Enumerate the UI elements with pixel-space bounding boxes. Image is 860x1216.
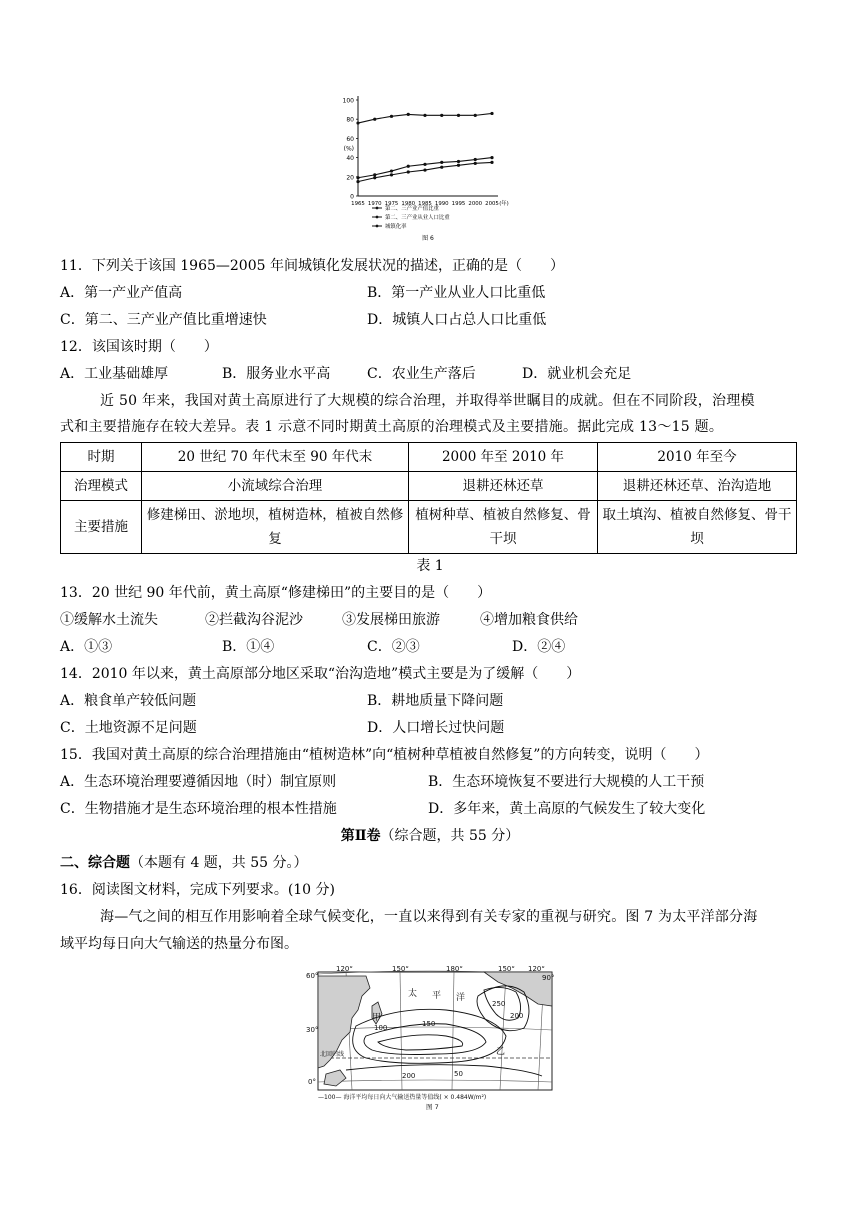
q11-option-c: C．第二、三产业产值比重增速快: [60, 312, 267, 328]
chart-legend: [372, 204, 450, 242]
table-cell: 退耕还林还草: [409, 472, 598, 501]
q13-option-d: D．②④: [512, 639, 566, 655]
map-label-jia: 甲: [372, 1013, 382, 1023]
contour-value: 250: [492, 1000, 506, 1008]
lon-label: 120°: [528, 966, 545, 973]
x-tick-label: 1990: [434, 201, 449, 207]
figure-6-chart: [338, 92, 518, 242]
data-point: [474, 114, 477, 117]
data-point: [440, 161, 443, 164]
data-point: [490, 156, 493, 159]
legend-label: 城镇化率: [385, 224, 407, 230]
table-1: [60, 442, 797, 554]
map-label-yang: 洋: [456, 993, 466, 1003]
question-16-stem: 16．阅读图文材料，完成下列要求。(10 分): [60, 882, 336, 898]
legend-marker: [376, 216, 379, 219]
data-point: [390, 169, 393, 172]
data-point: [407, 113, 410, 116]
intro-paragraph-line-1: 近 50 年来，我国对黄土高原进行了大规模的综合治理，并取得举世瞩目的成就。但在不同阶段，治理模: [100, 393, 755, 409]
q12-option-a: A．工业基础雄厚: [60, 366, 169, 382]
q13-option-b: B．①④: [222, 639, 275, 655]
section-2-heading-bold: 二、综合题: [60, 855, 130, 871]
q11-option-d: D．城镇人口占总人口比重低: [367, 312, 547, 328]
data-point: [390, 115, 393, 118]
question-13-stem: 13．20 世纪 90 年代前，黄土高原“修建梯田”的主要目的是（ ）: [60, 585, 492, 601]
lon-label: 180°: [446, 966, 463, 973]
series-line: [358, 158, 492, 178]
data-point: [373, 176, 376, 179]
question-15-stem: 15．我国对黄土高原的综合治理措施由“植树造林”向“植树种草植被自然修复”的方向转变，说明（ ）: [60, 747, 709, 763]
chart-series: [356, 112, 493, 183]
x-tick-label: 1970: [367, 201, 382, 207]
data-point: [356, 121, 359, 124]
section-2-heading: [60, 853, 308, 873]
q11-option-b: B．第一产业从业人口比重低: [367, 285, 546, 301]
data-point: [373, 118, 376, 121]
y-tick-label: 40: [346, 155, 354, 163]
lon-label: 150°: [392, 966, 409, 973]
q14-option-c: C．土地资源不足问题: [60, 720, 197, 736]
figure-7-caption: 图 7: [426, 1103, 439, 1110]
table-header-cell: 2010 年至今: [598, 443, 797, 472]
legend-marker: [376, 225, 379, 228]
data-point: [457, 164, 460, 167]
x-tick-label: 1980: [401, 201, 416, 207]
y-tick-label: 0: [350, 193, 354, 201]
section-2-title: [0, 826, 860, 846]
q14-option-b: B．耕地质量下降问题: [367, 693, 504, 709]
q13-statement-2: ②拦截沟谷泥沙: [205, 612, 303, 628]
chart-axes: [358, 96, 498, 196]
q12-option-d: D．就业机会充足: [522, 366, 632, 382]
q15-option-d: D．多年来，黄土高原的气候发生了较大变化: [428, 801, 706, 817]
data-point: [490, 112, 493, 115]
y-tick-label: 60: [346, 135, 354, 143]
data-point: [373, 173, 376, 176]
lon-label: 120°: [336, 966, 353, 973]
q16-paragraph-line-2: 域平均每日向大气输送的热量分布图。: [60, 936, 298, 952]
q15-option-c: C．生物措施才是生态环境治理的根本性措施: [60, 801, 337, 817]
table-row: [61, 472, 797, 501]
contour-value: 200: [402, 1072, 416, 1080]
contour-value: 150: [422, 1020, 436, 1028]
q13-statement-1: ①缓解水土流失: [60, 612, 158, 628]
table-row: [61, 501, 797, 554]
lon-label: 150°: [498, 966, 515, 973]
table-cell: 退耕还林还草、治沟造地: [598, 472, 797, 501]
data-point: [457, 114, 460, 117]
q14-option-d: D．人口增长过快问题: [367, 720, 505, 736]
x-tick-label: 1975: [384, 201, 399, 207]
data-point: [407, 165, 410, 168]
lat-label: 60°: [306, 972, 319, 980]
data-point: [474, 162, 477, 165]
q15-option-a: A．生态环境治理要遵循因地（时）制宜原则: [60, 774, 337, 790]
y-tick-label: 20: [346, 174, 354, 182]
question-11-stem: 11．下列关于该国 1965—2005 年间城镇化发展状况的描述，正确的是（ ）: [60, 258, 564, 274]
section-2-title-bold: 第Ⅱ卷: [340, 828, 381, 844]
x-tick-label: 1985: [418, 201, 432, 207]
map-label-yi: 乙: [496, 1047, 506, 1057]
section-2-heading-rest: （本题有 4 题，共 55 分。）: [130, 855, 308, 871]
table-header-row: [61, 443, 797, 472]
data-point: [356, 180, 359, 183]
data-point: [423, 163, 426, 166]
data-point: [356, 176, 359, 179]
data-point: [407, 170, 410, 173]
q13-statement-3: ③发展梯田旅游: [342, 612, 440, 628]
data-point: [423, 114, 426, 117]
question-14-stem: 14．2010 年以来，黄土高原部分地区采取“治沟造地”模式主要是为了缓解（ ）: [60, 666, 581, 682]
q13-option-c: C．②③: [367, 639, 420, 655]
y-tick-label: 80: [346, 116, 354, 124]
contour-value: 50: [454, 1070, 463, 1078]
table-cell: 植树种草、植被自然修复、骨干坝: [409, 501, 598, 554]
q13-option-a: A．①③: [60, 639, 113, 655]
contour-value: 200: [510, 1012, 524, 1020]
data-point: [490, 161, 493, 164]
q13-statement-4: ④增加粮食供给: [480, 612, 578, 628]
table-cell: 修建梯田、淤地坝，植树造林，植被自然修复: [142, 501, 409, 554]
data-point: [457, 160, 460, 163]
y-tick-label: (%): [343, 145, 354, 153]
map-label-tai: 太: [408, 989, 418, 999]
table-header-cell: 20 世纪 70 年代末至 90 年代末: [142, 443, 409, 472]
x-tick-label: 1965: [351, 201, 365, 207]
q12-option-c: C．农业生产落后: [367, 366, 476, 382]
table-cell: 取土填沟、植被自然修复、骨干坝: [598, 501, 797, 554]
figure-6-caption: 图 6: [422, 235, 434, 242]
question-12-stem: 12．该国该时期（ ）: [60, 339, 218, 355]
map-label-ping: 平: [432, 991, 442, 1001]
legend-label: 第二、三产业产值比重: [385, 206, 439, 212]
map-label-tropic: 北回归线: [320, 1051, 345, 1058]
lon-label: 90°: [542, 974, 555, 982]
table-1-caption: 表 1: [416, 558, 444, 574]
y-tick-label: 100: [342, 97, 354, 105]
lat-label: 30°: [306, 1026, 319, 1034]
x-tick-label: 1995: [451, 201, 466, 207]
table-cell: 小流域综合治理: [142, 472, 409, 501]
x-tick-label: 2000: [468, 201, 483, 207]
q11-option-a: A．第一产业产值高: [60, 285, 183, 301]
legend-label: 第二、三产业从业人口比重: [385, 215, 450, 221]
q12-option-b: B．服务业水平高: [222, 366, 331, 382]
contour-value: 100: [374, 1024, 388, 1032]
lat-label: 0°: [308, 1078, 316, 1086]
map-legend: —100— 海洋平均每日向大气输送热量等值线( × 0.484W/m²): [318, 1094, 487, 1101]
data-point: [390, 173, 393, 176]
data-point: [423, 168, 426, 171]
data-point: [440, 114, 443, 117]
x-tick-label: 2005: [485, 201, 499, 207]
data-point: [474, 158, 477, 161]
x-tick-label: (年): [499, 201, 509, 207]
q15-option-b: B．生态环境恢复不要进行大规模的人工干预: [428, 774, 705, 790]
intro-paragraph-line-2: 式和主要措施存在较大差异。表 1 示意不同时期黄土高原的治理模式及主要措施。据此完成 13～15 题。: [60, 419, 724, 435]
table-cell: 主要措施: [61, 501, 142, 554]
q16-paragraph-line-1: 海—气之间的相互作用影响着全球气候变化，一直以来得到有关专家的重视与研究。图 7 为太平洋部分海: [100, 909, 758, 925]
table-cell: 治理模式: [61, 472, 142, 501]
table-header-cell: 时期: [61, 443, 142, 472]
table-header-cell: 2000 年至 2010 年: [409, 443, 598, 472]
figure-7-map: [306, 966, 556, 1110]
data-point: [440, 166, 443, 169]
legend-marker: [376, 207, 379, 210]
section-2-title-rest: （综合题，共 55 分）: [380, 828, 520, 844]
q14-option-a: A．粮食单产较低问题: [60, 693, 197, 709]
